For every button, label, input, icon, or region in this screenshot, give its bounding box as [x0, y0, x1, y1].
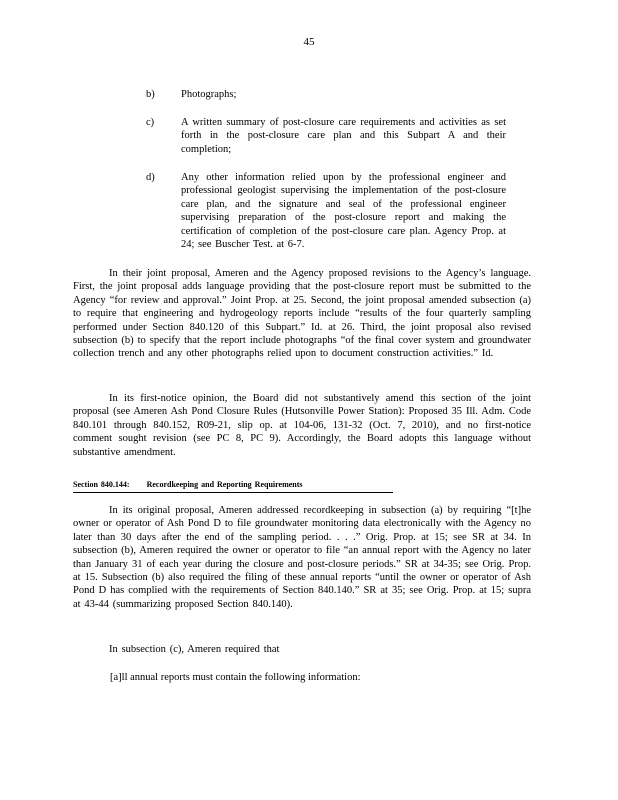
- paragraph-text: In its original proposal, Ameren addressed recordkeeping in subsection (a) by requiring “[t]he owner or operator of Ash Pond D to file groundwater monitoring data electronically with the Agency no later than 30 days after the end of the sampling period. . . .” Orig. Prop. at 15; see SR at 34. In subsection (b), Ameren required the owner or operator to file “an annual report with the Agency no later than January 31 of each year during the closure and post-closure periods.” SR at 34-35; see Orig. Prop. at 15. Subsection (b) also required the filing of these annual reports “until the owner or operator of Ash Pond D has complied with the requirements of Section 840.140.” SR at 35; see Orig. Prop. at 15; supra at 43-44 (summarizing proposed Section 840.140).: [73, 505, 531, 610]
- list-item-b: [146, 88, 506, 101]
- list-text: Photographs;: [181, 89, 237, 100]
- paragraph-text: In subsection (c), Ameren required that: [109, 644, 280, 655]
- list-marker: d): [146, 172, 155, 183]
- page-number: 45: [303, 36, 315, 48]
- paragraph-text: In its first-notice opinion, the Board did not substantively amend this section of the joint proposal (see Ameren Ash Pond Closure Rules (Hutsonville Power Station): Proposed 35 Ill. Adm. Code 840.101 through 840.152, R09-21, slip op. at 104-06, 131-32 (Oct. 7, 2010), and no first-notice comment sought revision (see PC 8, PC 9). Accordingly, the Board adopts this language without substantive amendment.: [73, 393, 531, 458]
- paragraph-joint-proposal: [73, 267, 531, 361]
- section-number: Section 840.144:: [73, 480, 130, 489]
- list-text: Any other information relied upon by the professional engineer and professional geologist supervising the implementation of the post-closure care plan, and the signature and seal of the professional engineer supervising preparation of the post-closure report and making the certification of completion of the post-closure care plan. Agency Prop. at 24; see Buscher Test. at 6-7.: [181, 172, 506, 251]
- list-marker: c): [146, 117, 155, 128]
- list-marker: b): [146, 89, 155, 100]
- list-item-c: [146, 116, 506, 156]
- paragraph-subsection-c: [73, 643, 531, 656]
- list-item-d: [146, 171, 506, 251]
- list-text: A written summary of post-closure care requirements and activities as set forth in the post-closure care plan and this Subpart A and their completion;: [181, 117, 506, 155]
- paragraph-text: In their joint proposal, Ameren and the Agency proposed revisions to the Agency’s language. First, the joint proposal adds language providing that the post-closure report must be submitted to the Agency “for review and approval.” Joint Prop. at 25. Second, the joint proposal amended subsection (a) to require that engineering and hydrogeology reports include “results of the four quarterly sampling performed under Section 840.120 of this Subpart.” Id. at 26. Third, the joint proposal also revised subsection (b) to specify that the report include photographs “of the final cover system and groundwater collection trench and any other photographs relied upon to document construction activities.” Id.: [73, 268, 531, 360]
- section-heading: [73, 478, 393, 493]
- section-title: Recordkeeping and Reporting Requirements: [146, 480, 303, 489]
- paragraph-first-notice: [73, 392, 531, 459]
- paragraph-original-proposal: [73, 504, 531, 611]
- block-quote: [a]ll annual reports must contain the following information:: [110, 672, 361, 683]
